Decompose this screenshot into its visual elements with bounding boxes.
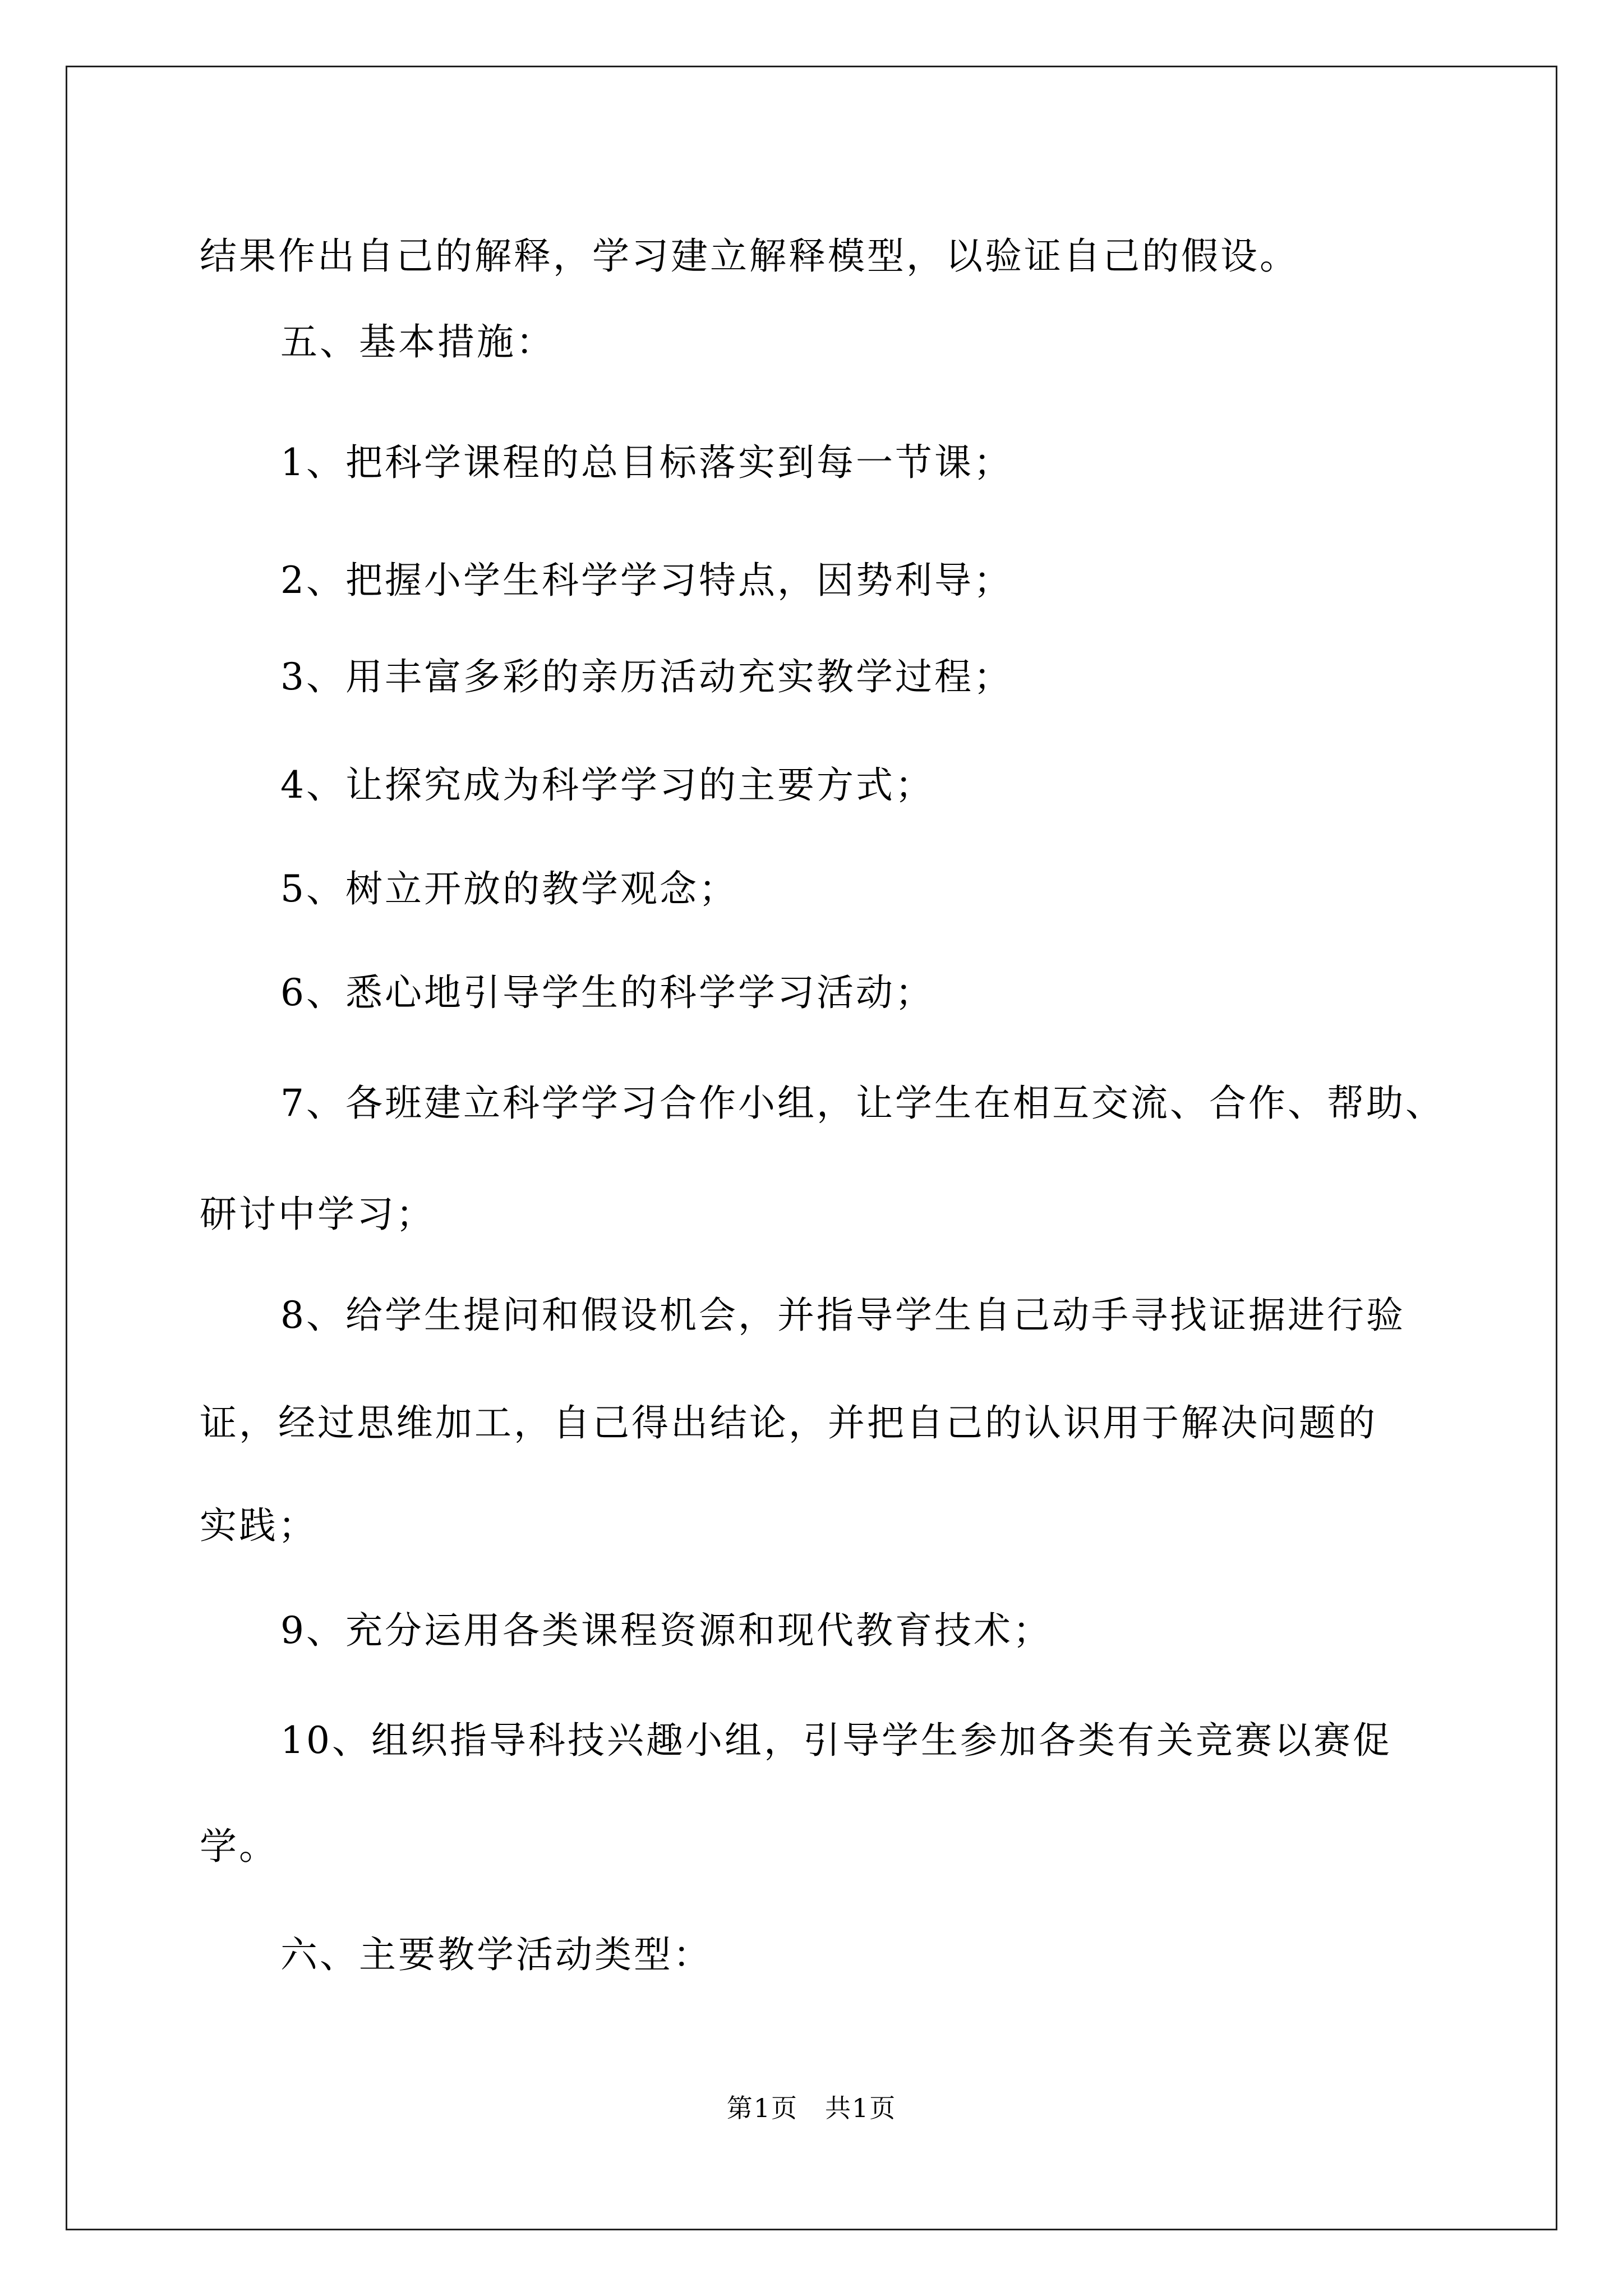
list-item: 6、悉心地引导学生的科学学习活动； [280, 971, 934, 1014]
list-item: 3、用丰富多彩的亲历活动充实教学过程； [280, 655, 1013, 698]
section-heading: 五、基本措施： [280, 320, 555, 364]
page-number-footer: 第1页 共1页 [726, 2093, 897, 2123]
list-item: 5、树立开放的教学观念； [280, 867, 738, 910]
paragraph-line: 结果作出自己的解释，学习建立解释模型，以验证自己的假设。 [200, 234, 1299, 278]
list-item: 1、把科学课程的总目标落实到每一节课； [280, 441, 1013, 484]
list-item-continuation: 证，经过思维加工，自己得出结论，并把自己的认识用于解决问题的 [200, 1401, 1377, 1444]
list-item: 9、充分运用各类课程资源和现代教育技术； [280, 1609, 1052, 1652]
page-border [66, 66, 1557, 2230]
list-item: 10、组织指导科技兴趣小组，引导学生参加各类有关竞赛以赛促 [280, 1719, 1392, 1762]
list-item-continuation: 学。 [200, 1825, 278, 1868]
list-item: 2、把握小学生科学学习特点，因势利导； [280, 559, 1013, 602]
list-item: 8、给学生提问和假设机会，并指导学生自己动手寻找证据进行验 [280, 1294, 1405, 1337]
list-item: 7、各班建立科学学习合作小组，让学生在相互交流、合作、帮助、 [280, 1082, 1445, 1125]
list-item-continuation: 研讨中学习； [200, 1193, 435, 1236]
list-item-continuation: 实践； [200, 1504, 317, 1547]
section-heading: 六、主要教学活动类型： [280, 1933, 712, 1976]
list-item: 4、让探究成为科学学习的主要方式； [280, 763, 934, 807]
